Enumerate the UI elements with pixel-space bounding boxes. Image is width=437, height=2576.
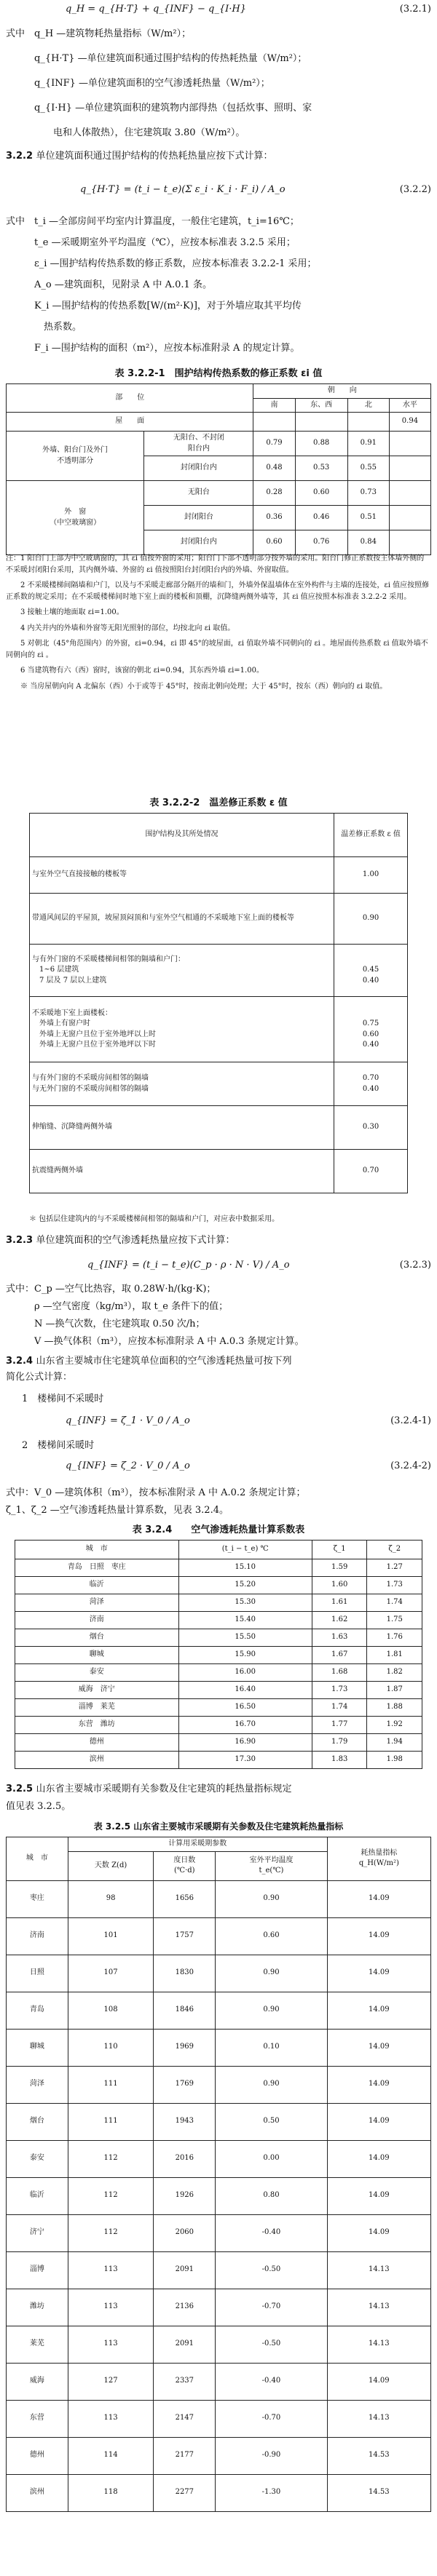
- note-line: 4 内关并内的外墙和外窗等无阳光照射的部位，均按北向 εi 取值。: [6, 624, 235, 632]
- table-cell: 2337: [154, 2363, 216, 2400]
- definitions-3-2-4: [6, 1484, 437, 1519]
- formula-text: q_{INF} = (t_i − t_e)(C_p · ρ · N · V) / A_o: [87, 1260, 290, 1271]
- section-number: 3.2.3: [6, 1235, 34, 1246]
- table-cell: 0.28: [253, 481, 295, 506]
- table-cell: 2060: [154, 2214, 216, 2251]
- formula-3-2-1: [66, 3, 246, 17]
- table-heating-parameters: [6, 1837, 431, 2512]
- formula-number: (3.2.2): [399, 184, 431, 195]
- city-cell: 临沂: [7, 2177, 68, 2214]
- table-cell: 14.09: [327, 1992, 430, 2029]
- definition-line: q_{I·H} —单位建筑面积的建筑物内部得热（包括炊事、照明、家: [6, 103, 312, 114]
- table-cell: 0.90: [216, 1955, 328, 1992]
- case-label: 2 楼梯间采暖时: [22, 1440, 95, 1451]
- case-label: 1 楼梯间不采暖时: [22, 1394, 104, 1404]
- table-cell: 0.36: [253, 506, 295, 530]
- city-cell: 莱芜: [7, 2326, 68, 2363]
- table-cell: 1.00: [334, 857, 408, 894]
- table-cell: 1.87: [367, 1682, 422, 1699]
- row-description: 伸缩缝、沉降缝两侧外墙: [30, 1106, 334, 1150]
- table-cell: 2136: [154, 2289, 216, 2326]
- table-cell: 1.76: [367, 1629, 422, 1647]
- row-description: 与室外空气直接接触的楼板等: [30, 857, 334, 894]
- table-cell: 14.09: [327, 2214, 430, 2251]
- table-cell: 1.60: [312, 1577, 367, 1594]
- table-cell: 0.45 0.40: [334, 945, 408, 997]
- table-cell: 0.51: [347, 506, 389, 530]
- definition-line: ζ_1、ζ_2 —空气渗透耗热量计算系数，见表 3.2.4。: [6, 1505, 229, 1516]
- formula-3-2-4-2: q_{INF} = ζ_2 · V_0 / A_o: [66, 1460, 190, 1471]
- definition-line: A_o —建筑面积，见附录 A 中 A.0.1 条。: [6, 279, 212, 290]
- table-cell: 0.60: [295, 481, 347, 506]
- table-cell: 0.90: [334, 894, 408, 945]
- table-cell: 1.79: [312, 1734, 367, 1752]
- table-note: ＊ 包括层住建筑内的与不采暖楼梯间相邻的隔墙和户门，对应表中数据采用。: [29, 1215, 280, 1223]
- table-cell: 111: [68, 2103, 154, 2140]
- table-cell: 0.90: [216, 2066, 328, 2103]
- table-cell: [389, 456, 430, 481]
- table-cell: [389, 530, 430, 555]
- table-cell: 1.92: [367, 1717, 422, 1734]
- definition-line: N —换气次数，住宅建筑取 0.50 次/h；: [6, 1319, 205, 1329]
- table-cell: 1.81: [367, 1647, 422, 1664]
- table-cell: 14.53: [327, 2437, 430, 2474]
- table-header: (t_i − t_e) ℃: [178, 1541, 312, 1559]
- table-cell: 113: [68, 2289, 154, 2326]
- table-temperature-correction: [29, 813, 408, 1193]
- definitions-3-2-3: [6, 1281, 437, 1351]
- table-cell: 1830: [154, 1955, 216, 1992]
- table-cell: 1769: [154, 2066, 216, 2103]
- table-cell: 0.91: [347, 432, 389, 456]
- section-3-2-3: [6, 1234, 235, 1248]
- table-cell: 1.67: [312, 1647, 367, 1664]
- formula-number: (3.2.3): [399, 1260, 431, 1271]
- table-cell: 2091: [154, 2326, 216, 2363]
- row-sublabel: 无阳台: [144, 481, 253, 506]
- city-cell: 菏泽: [15, 1594, 179, 1612]
- table-cell: -0.70: [216, 2400, 328, 2437]
- table-header: 水平: [389, 398, 430, 413]
- table-cell: 14.13: [327, 2400, 430, 2437]
- definition-line: 式中：C_p —空气比热容，取 0.28W·h/(kg·K)；: [6, 1284, 216, 1295]
- definitions-3-2-2: [6, 211, 437, 359]
- city-cell: 泰安: [15, 1664, 179, 1682]
- table-cell: 1.83: [312, 1752, 367, 1769]
- definition-line: t_e —采暖期室外平均温度（℃），应按本标准表 3.2.5 采用；: [6, 237, 296, 248]
- table-cell: 1.62: [312, 1612, 367, 1629]
- definition-line: ρ —空气密度（kg/m³），取 t_e 条件下的值；: [6, 1301, 229, 1312]
- row-description: 带通风间层的平屋顶，坡屋顶闷顶和与室外空气相通的不采暖地下室上面的楼板等: [30, 894, 334, 945]
- table-cell: 14.09: [327, 2029, 430, 2066]
- city-cell: 菏泽: [7, 2066, 68, 2103]
- section-number: 3.2.5: [6, 1784, 34, 1794]
- table-cell: 1.94: [367, 1734, 422, 1752]
- table-cell: 114: [68, 2437, 154, 2474]
- row-group-label: 外墙、阳台门及外门 不透明部分: [7, 432, 144, 481]
- table-cell: 1.73: [312, 1682, 367, 1699]
- table-cell: 113: [68, 2326, 154, 2363]
- table-cell: 113: [68, 2400, 154, 2437]
- section-text: 单位建筑面积通过围护结构的传热耗热量应按下式计算：: [36, 151, 273, 162]
- city-cell: 淄博: [7, 2251, 68, 2289]
- definition-line: ε_i —围护结构传热系数的修正系数，应按本标准表 3.2.2-1 采用；: [6, 258, 317, 269]
- table-cell: 101: [68, 1917, 154, 1955]
- table-cell: 14.09: [327, 2140, 430, 2177]
- table-cell: 0.60: [253, 530, 295, 555]
- table-cell: 14.09: [327, 2363, 430, 2400]
- table-cell: 0.84: [347, 530, 389, 555]
- definition-line: F_i —围护结构的面积（m²），应按本标准附录 A 的规定计算。: [6, 343, 300, 354]
- table-cell: 0.70: [334, 1150, 408, 1193]
- formula-number: (3.2.4-1): [390, 1415, 431, 1426]
- table-cell: 1846: [154, 1992, 216, 2029]
- definitions-3-2-1: [6, 22, 437, 146]
- table-cell: [253, 413, 295, 432]
- formula-number: (3.2.1): [399, 4, 431, 15]
- table-cell: 2091: [154, 2251, 216, 2289]
- table-cell: 1.68: [312, 1664, 367, 1682]
- table-cell: 0.90: [216, 1992, 328, 2029]
- note-line: 6 当建筑物有六（西）窗时，该窗的朝北 εi=0.94，其东西外墙 εi=1.00。: [6, 667, 264, 675]
- table-header: 耗热量指标 q_H(W/m²): [327, 1837, 430, 1881]
- city-cell: 烟台: [15, 1629, 179, 1647]
- table-cell: -0.40: [216, 2363, 328, 2400]
- table-header: 南: [253, 398, 295, 413]
- table-header: ζ_2: [367, 1541, 422, 1559]
- table-header: ζ_1: [312, 1541, 367, 1559]
- definition-line: 热系数。: [6, 322, 82, 333]
- table-cell: 15.20: [178, 1577, 312, 1594]
- table-cell: 1943: [154, 2103, 216, 2140]
- table-cell: 111: [68, 2066, 154, 2103]
- definition-line: 式中：V_0 —建筑体积（m³），按本标准附录 A 中 A.0.2 条规定计算；: [6, 1487, 306, 1498]
- definition-line: 式中 t_i —全部房间平均室内计算温度，一般住宅建筑，t_i=16℃；: [6, 216, 299, 227]
- table-cell: 14.09: [327, 2066, 430, 2103]
- table-header: 室外平均温度 t_e(℃): [216, 1851, 328, 1880]
- table-cell: 0.90: [216, 1880, 328, 1917]
- table-cell: 0.55: [347, 456, 389, 481]
- row-description: 不采暖地下室上面楼板： 外墙上有窗户时 外墙上无窗户且位于室外地坪以上时 外墙上无窗户且位于室外地坪以下时: [30, 997, 334, 1062]
- formula-number: (3.2.4-2): [390, 1460, 431, 1471]
- city-cell: 日照: [7, 1955, 68, 1992]
- table-cell: 0.88: [295, 432, 347, 456]
- table-cell: 1.75: [367, 1612, 422, 1629]
- note-line: 2 不采暖楼梯间隔墙和户门，以及与不采暖走廊部分隔开的墙和门，外墙外保温墙体在室外构件与主墙的连接处，εi 值应按照修正系数的规定采用；在不采暖楼梯间时地下室上面的楼板和顶棚，沉降缝两侧外墙等，其 εi 值应按照本标准表 3.2.2-2 采用。: [6, 581, 430, 601]
- city-cell: 青岛 日照 枣庄: [15, 1559, 179, 1577]
- table-header: 温差修正系数 ε 值: [334, 814, 408, 857]
- table-cell: -0.40: [216, 2214, 328, 2251]
- note-line: ※ 当房屋朝向向 A 北偏东（西）小于或等于 45°时，按南北朝向处理；大于 45°时，按东（西）朝向的 εi 取值。: [6, 682, 387, 691]
- formula-3-2-3: [87, 1259, 290, 1273]
- table-cell: 0.48: [253, 456, 295, 481]
- table-cell: 1757: [154, 1917, 216, 1955]
- table-cell: 107: [68, 1955, 154, 1992]
- table-cell: 16.50: [178, 1699, 312, 1717]
- table-header: 天数 Z(d): [68, 1851, 154, 1880]
- table-header: 朝 向: [253, 384, 431, 399]
- table-cell: 0.70 0.40: [334, 1062, 408, 1106]
- table-cell: 112: [68, 2177, 154, 2214]
- table-cell: 16.90: [178, 1734, 312, 1752]
- table-cell: 15.90: [178, 1647, 312, 1664]
- table-cell: 2177: [154, 2437, 216, 2474]
- city-cell: 济南: [15, 1612, 179, 1629]
- table-cell: [295, 413, 347, 432]
- table-header: 围护结构及其所处情况: [30, 814, 334, 857]
- table-cell: 113: [68, 2251, 154, 2289]
- table-cell: 15.50: [178, 1629, 312, 1647]
- section-text: 山东省主要城市采暖期有关参数及住宅建筑的耗热量指标规定: [36, 1784, 292, 1794]
- section-text: 山东省主要城市住宅建筑单位面积的空气渗透耗热量可按下列: [36, 1356, 292, 1367]
- city-cell: 枣庄: [7, 1880, 68, 1917]
- section-text: 单位建筑面积的空气渗透耗热量应按下式计算：: [36, 1235, 235, 1246]
- table-cell: 0.10: [216, 2029, 328, 2066]
- table-cell: 1656: [154, 1880, 216, 1917]
- table-cell: 14.09: [327, 1880, 430, 1917]
- table-cell: 14.09: [327, 2103, 430, 2140]
- table-cell: 2016: [154, 2140, 216, 2177]
- table-cell: 16.70: [178, 1717, 312, 1734]
- table-cell: 0.94: [389, 413, 430, 432]
- table-cell: 14.13: [327, 2251, 430, 2289]
- note-line: 注：1 阳台门上部为中空玻璃窗的，其 εi 值按外窗的采用；阳台门下部不透明部分按外墙的采用。阳台门修正系数按主体墙外侧的不采暖封闭阳台采用，其内侧外墙、外窗的 εi 值按照阳台封闭阳台内的外墙、外窗取值。: [6, 554, 425, 574]
- table-cell: [389, 506, 430, 530]
- table-cell: 1.59: [312, 1559, 367, 1577]
- city-cell: 威海: [7, 2363, 68, 2400]
- table-cell: -0.70: [216, 2289, 328, 2326]
- city-cell: 滨州: [15, 1752, 179, 1769]
- table-cell: 0.53: [295, 456, 347, 481]
- table-cell: 127: [68, 2363, 154, 2400]
- table-cell: 1.82: [367, 1664, 422, 1682]
- table-cell: 17.30: [178, 1752, 312, 1769]
- row-sublabel: 无阳台、不封闭 阳台内: [144, 432, 253, 456]
- table-cell: 1.74: [367, 1594, 422, 1612]
- table-cell: 14.09: [327, 1917, 430, 1955]
- definition-line: K_i —围护结构的传热系数[W/(m²·K)]，对于外墙应取其平均传: [6, 301, 302, 311]
- table-cell: 15.30: [178, 1594, 312, 1612]
- table-cell: 14.53: [327, 2474, 430, 2511]
- row-sublabel: 封闭阳台内: [144, 456, 253, 481]
- table-cell: [389, 432, 430, 456]
- table-cell: 1969: [154, 2029, 216, 2066]
- table-cell: 0.30: [334, 1106, 408, 1150]
- table-caption: 表 3.2.4 空气渗透耗热量计算系数表: [132, 1524, 305, 1535]
- section-text-cont: 简化公式计算：: [6, 1372, 73, 1383]
- city-cell: 济南: [7, 1917, 68, 1955]
- table-cell: 1.61: [312, 1594, 367, 1612]
- row-sublabel: 封闭阳台: [144, 506, 253, 530]
- formula-3-2-2: [80, 183, 286, 197]
- city-cell: 东营: [7, 2400, 68, 2437]
- city-cell: 潍坊: [7, 2289, 68, 2326]
- table-cell: 1.27: [367, 1559, 422, 1577]
- table-caption: 表 3.2.2-2 温差修正系数 ε 值: [149, 798, 288, 808]
- table-caption: 表 3.2.5 山东省主要城市采暖期有关参数及住宅建筑耗热量指标: [93, 1821, 344, 1832]
- city-cell: 德州: [15, 1734, 179, 1752]
- formula-text: q_{H·T} = (t_i − t_e)(Σ ε_i · K_i · F_i) / A_o: [80, 184, 286, 195]
- table-cell: 15.40: [178, 1612, 312, 1629]
- table-infiltration-coefficients: [15, 1540, 422, 1769]
- city-cell: 聊城: [7, 2029, 68, 2066]
- table-header: 城 市: [7, 1837, 68, 1881]
- definition-line: q_{INF} —单位建筑面积的空气渗透耗热量（W/m²）；: [6, 78, 270, 89]
- city-cell: 威海 济宁: [15, 1682, 179, 1699]
- table-cell: 14.09: [327, 2177, 430, 2214]
- table-header: 度日数 (℃·d): [154, 1851, 216, 1880]
- table-header: 北: [347, 398, 389, 413]
- table-cell: 108: [68, 1992, 154, 2029]
- section-3-2-4: [6, 1355, 292, 1369]
- note-line: 5 对朝北（45°角范围内）的外窗，εi=0.94，εi 即 45°的坡屋面，εi 值取外墙不同朝向的 εi 。地屋面传热系数 εi 值取外墙不同朝向的 εi 。: [6, 640, 428, 659]
- table-cell: 14.13: [327, 2326, 430, 2363]
- section-text-cont: 值见表 3.2.5。: [6, 1801, 71, 1812]
- table-cell: -0.50: [216, 2326, 328, 2363]
- table-cell: 1.63: [312, 1629, 367, 1647]
- table-cell: 0.60: [216, 1917, 328, 1955]
- table-cell: -0.50: [216, 2251, 328, 2289]
- section-number: 3.2.4: [6, 1356, 34, 1367]
- table-cell: 2147: [154, 2400, 216, 2437]
- formula-text: q_H = q_{H·T} + q_{INF} − q_{I·H}: [66, 4, 246, 15]
- table-cell: 1.98: [367, 1752, 422, 1769]
- definition-line: V —换气体积（m³），应按本标准附录 A 中 A.0.3 条规定计算。: [6, 1336, 304, 1347]
- table-cell: 14.09: [327, 1955, 430, 1992]
- table-cell: 16.40: [178, 1682, 312, 1699]
- city-cell: 泰安: [7, 2140, 68, 2177]
- definition-line: 电和人体散热），住宅建筑取 3.80（W/m²）。: [6, 127, 245, 138]
- table-header: 城 市: [15, 1541, 179, 1559]
- table-caption: 表 3.2.2-1 围护结构传热系数的修正系数 εi 值: [114, 368, 323, 379]
- table-cell: 1.74: [312, 1699, 367, 1717]
- table-cell: [389, 481, 430, 506]
- city-cell: 滨州: [7, 2474, 68, 2511]
- city-cell: 东营 潍坊: [15, 1717, 179, 1734]
- row-label: 屋 面: [7, 413, 253, 432]
- table-cell: 0.50: [216, 2103, 328, 2140]
- definition-line: q_{H·T} —单位建筑面积通过围护结构的传热耗热量（W/m²）；: [6, 53, 307, 64]
- table-cell: 1.77: [312, 1717, 367, 1734]
- definition-line: 式中 q_H —建筑物耗热量指标（W/m²）；: [6, 28, 192, 39]
- table-cell: 98: [68, 1880, 154, 1917]
- section-3-2-2: [6, 150, 273, 164]
- table-notes: [6, 553, 431, 696]
- table-cell: -0.90: [216, 2437, 328, 2474]
- section-number: 3.2.2: [6, 151, 34, 162]
- note-line: 3 接触土壤的地面取 εi=1.00。: [6, 608, 124, 616]
- table-cell: 0.00: [216, 2140, 328, 2177]
- formula-3-2-4-1: q_{INF} = ζ_1 · V_0 / A_o: [66, 1415, 190, 1426]
- city-cell: 临沂: [15, 1577, 179, 1594]
- table-cell: -1.30: [216, 2474, 328, 2511]
- table-cell: 1.88: [367, 1699, 422, 1717]
- table-cell: 0.79: [253, 432, 295, 456]
- table-cell: [347, 413, 389, 432]
- table-cell: 118: [68, 2474, 154, 2511]
- table-cell: 112: [68, 2214, 154, 2251]
- table-cell: 0.73: [347, 481, 389, 506]
- city-cell: 德州: [7, 2437, 68, 2474]
- table-cell: 1926: [154, 2177, 216, 2214]
- table-cell: 0.75 0.60 0.40: [334, 997, 408, 1062]
- row-description: 与有外门窗的不采暖楼梯间相邻的隔墙和户门： 1~6 层建筑 7 层及 7 层以上建筑: [30, 945, 334, 997]
- table-cell: 112: [68, 2140, 154, 2177]
- row-group-label: 外 窗 （中空玻璃窗）: [7, 481, 144, 555]
- table-cell: 1.73: [367, 1577, 422, 1594]
- table-cell: 15.10: [178, 1559, 312, 1577]
- row-description: 抗震缝两侧外墙: [30, 1150, 334, 1193]
- row-description: 与有外门窗的不采暖房间相邻的隔墙 与无外门窗的不采暖房间相邻的隔墙: [30, 1062, 334, 1106]
- row-sublabel: 封闭阳台内: [144, 530, 253, 555]
- table-header: 部 位: [7, 384, 253, 413]
- table-cell: 0.80: [216, 2177, 328, 2214]
- table-cell: 0.76: [295, 530, 347, 555]
- city-cell: 烟台: [7, 2103, 68, 2140]
- table-cell: 0.46: [295, 506, 347, 530]
- city-cell: 聊城: [15, 1647, 179, 1664]
- city-cell: 济宁: [7, 2214, 68, 2251]
- table-cell: 2277: [154, 2474, 216, 2511]
- table-cell: 14.13: [327, 2289, 430, 2326]
- table-correction-coefficients: [6, 383, 431, 555]
- table-cell: 110: [68, 2029, 154, 2066]
- table-header: 东、西: [295, 398, 347, 413]
- table-header: 计算用采暖期参数: [68, 1837, 327, 1852]
- table-cell: 16.00: [178, 1664, 312, 1682]
- section-3-2-5: [6, 1783, 292, 1797]
- city-cell: 青岛: [7, 1992, 68, 2029]
- city-cell: 淄博 莱芜: [15, 1699, 179, 1717]
